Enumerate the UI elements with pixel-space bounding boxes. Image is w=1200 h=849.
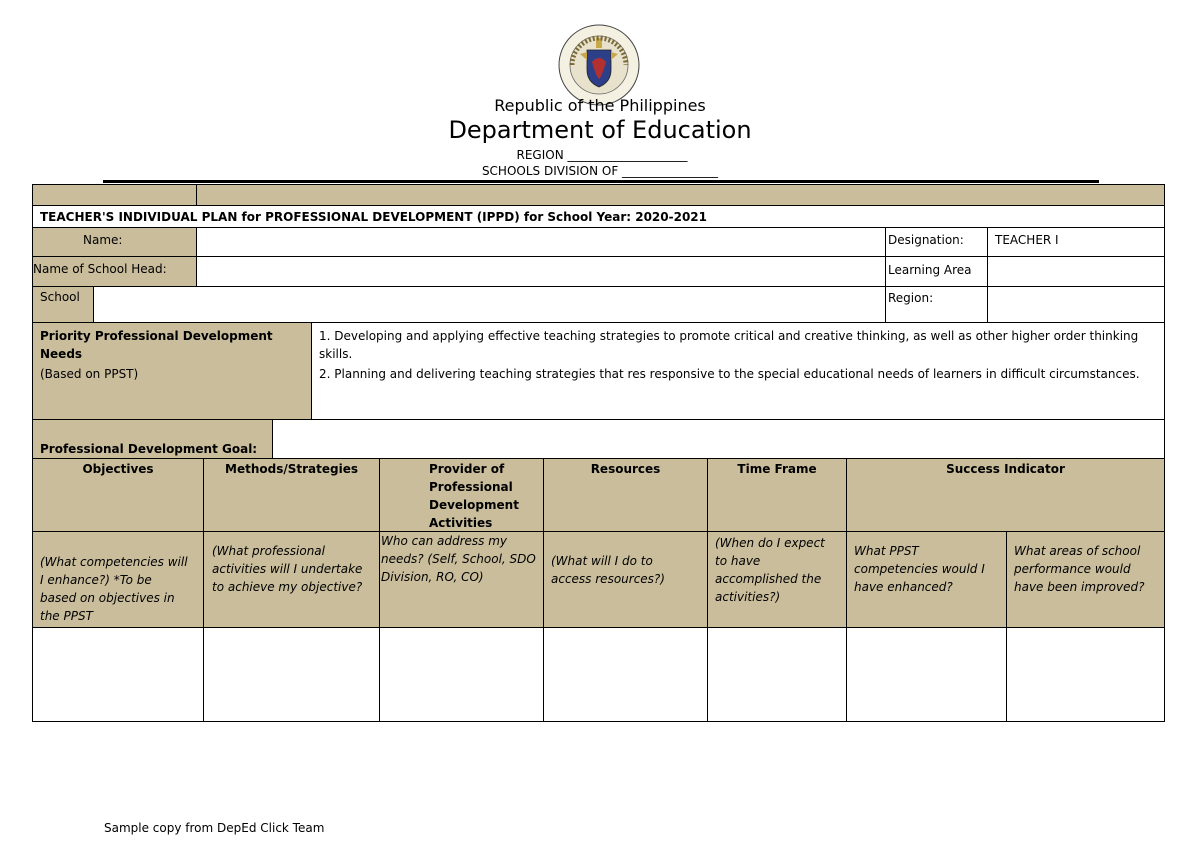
schools-division-line: SCHOOLS DIVISION OF ________________	[481, 164, 719, 178]
blank-cell-left	[32, 184, 197, 206]
department-heading: Department of Education	[448, 116, 752, 144]
deped-seal-logo	[558, 24, 640, 106]
blank-cell-right	[196, 184, 1165, 206]
school-head-label-cell	[32, 256, 197, 287]
priority-need-2: 2. Planning and delivering teaching strategies that res responsive to the special educational needs of learners in difficult circumstances.	[319, 367, 1140, 381]
entry-objectives[interactable]	[32, 627, 204, 722]
designation-value: TEACHER I	[995, 233, 1059, 247]
region-line: REGION ____________________	[516, 148, 688, 162]
header-divider	[103, 180, 1099, 183]
priority-needs-title: Priority Professional Development Needs	[40, 329, 273, 361]
school-label-cell	[32, 286, 94, 323]
prompt-methods: (What professional activities will I undertake to achieve my objective?	[203, 531, 380, 628]
header-time-frame: Time Frame	[707, 458, 847, 532]
designation-label: Designation:	[888, 233, 964, 247]
learning-area-field[interactable]	[987, 256, 1165, 287]
school-head-field[interactable]	[196, 256, 886, 287]
header-methods: Methods/Strategies	[203, 458, 380, 532]
priority-needs-content[interactable]	[311, 322, 1165, 420]
priority-needs-subtitle: (Based on PPST)	[40, 367, 139, 381]
region-label-cell	[885, 286, 988, 323]
learning-area-label: Learning Area	[888, 263, 972, 277]
entry-time-frame[interactable]	[707, 627, 847, 722]
entry-resources[interactable]	[543, 627, 708, 722]
region-label: Region:	[888, 291, 934, 305]
goal-label-cell	[32, 419, 273, 459]
header-success-indicator: Success Indicator	[846, 458, 1165, 532]
prompt-ppst-competencies: What PPST competencies would I have enhanced?	[846, 531, 1007, 628]
prompt-time-frame: (When do I expect to have accomplished the activities?)	[707, 531, 847, 628]
header-objectives: Objectives	[32, 458, 204, 532]
learning-area-label-cell	[885, 256, 988, 287]
header-provider: Provider of Professional Development Activities	[379, 458, 544, 532]
prompt-school-performance: What areas of school performance would have been improved?	[1006, 531, 1165, 628]
republic-heading: Republic of the Philippines	[494, 96, 706, 115]
school-field[interactable]	[93, 286, 886, 323]
region-field[interactable]	[987, 286, 1165, 323]
prompt-provider: Who can address my needs? (Self, School, SDO Division, RO, CO)	[379, 531, 544, 628]
goal-field[interactable]	[272, 419, 1165, 459]
designation-field[interactable]	[987, 227, 1165, 257]
entry-ppst-competencies[interactable]	[846, 627, 1007, 722]
form-title-row	[32, 205, 1165, 228]
school-head-label: Name of School Head:	[33, 262, 167, 276]
goal-label: Professional Development Goal:	[40, 442, 258, 456]
header-resources: Resources	[543, 458, 708, 532]
entry-school-performance[interactable]	[1006, 627, 1165, 722]
entry-provider[interactable]	[379, 627, 544, 722]
school-label: School	[40, 290, 80, 304]
name-label: Name:	[83, 233, 123, 247]
designation-label-cell	[885, 227, 988, 257]
priority-needs-label-cell	[32, 322, 312, 420]
name-field[interactable]	[196, 227, 886, 257]
prompt-resources: (What will I do to access resources?)	[543, 531, 708, 628]
name-label-cell	[32, 227, 197, 257]
priority-need-1: 1. Developing and applying effective teaching strategies to promote critical and creative thinking, as well as other higher order thinking skills.	[319, 329, 1139, 361]
entry-methods[interactable]	[203, 627, 380, 722]
footer-note: Sample copy from DepEd Click Team	[104, 821, 325, 835]
prompt-objectives: (What competencies will I enhance?) *To be based on objectives in the PPST	[32, 531, 204, 628]
form-title: TEACHER'S INDIVIDUAL PLAN for PROFESSIONAL DEVELOPMENT (IPPD) for School Year: 2020-2021	[40, 210, 707, 224]
